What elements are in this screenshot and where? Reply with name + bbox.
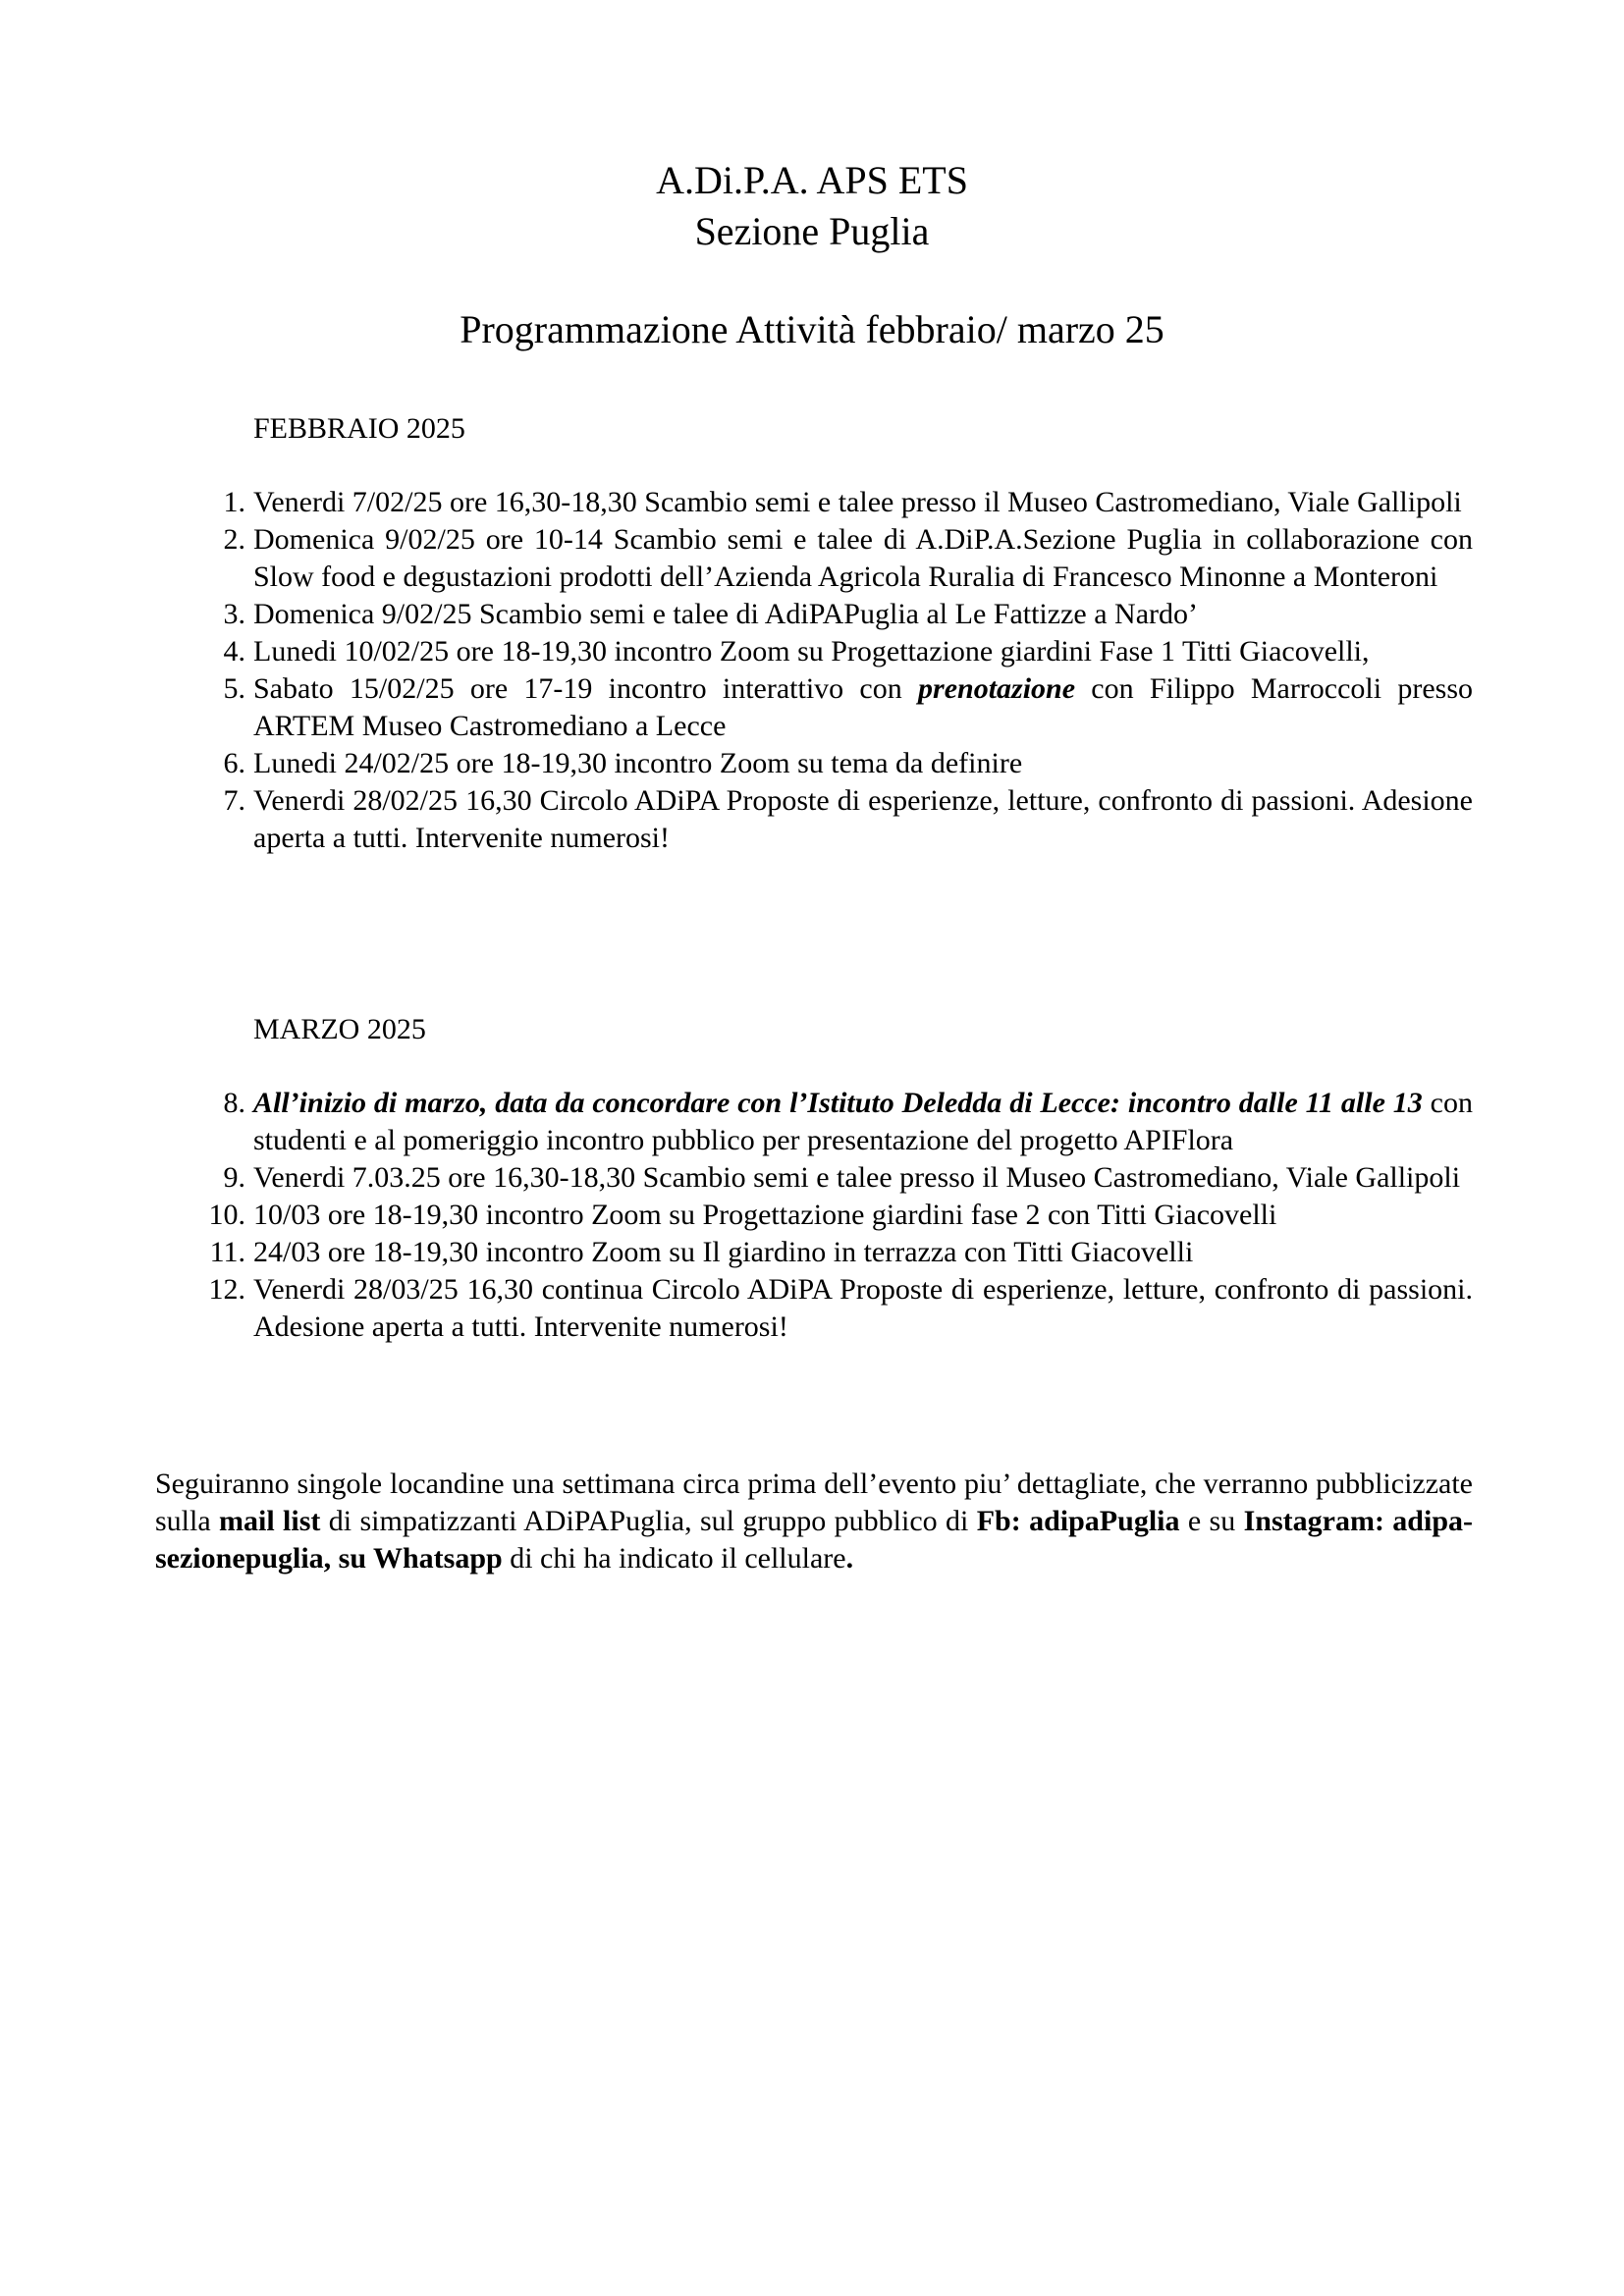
list-item	[209, 1234, 1473, 1271]
item-text-emphasis: prenotazione	[918, 672, 1076, 705]
list-item	[208, 1197, 1473, 1234]
footer-instagram-whatsapp: Instagram: adipa-sezionepuglia, su Whatsapp	[155, 1505, 1473, 1575]
item-text: Lunedi 10/02/25 ore 18-19,30 incontro Zoom su Progettazione giardini Fase 1 Titti Giacovelli,	[253, 635, 1370, 667]
list-item	[223, 1159, 1473, 1197]
item-text: 24/03 ore 18-19,30 incontro Zoom su Il giardino in terrazza con Titti Giacovelli	[253, 1236, 1194, 1268]
item-number: 4.	[223, 635, 245, 667]
list-item	[223, 782, 1473, 857]
section-name: Sezione Puglia	[694, 209, 930, 253]
item-number: 7.	[223, 784, 245, 817]
item-text: 10/03 ore 18-19,30 incontro Zoom su Progettazione giardini fase 2 con Titti Giacovelli	[253, 1199, 1277, 1231]
item-number: 8.	[223, 1087, 245, 1119]
item-number: 10.	[208, 1199, 245, 1231]
item-text-post: con studenti e al pomeriggio incontro pubblico per presentazione del progetto APIFlora	[253, 1087, 1473, 1156]
footer-text: e su	[1179, 1505, 1244, 1537]
footer-facebook: Fb: adipaPuglia	[976, 1505, 1180, 1537]
item-number: 11.	[209, 1236, 245, 1268]
item-number: 9.	[223, 1161, 245, 1194]
march-heading: MARZO 2025	[253, 1013, 426, 1045]
item-text: Lunedi 24/02/25 ore 18-19,30 incontro Zoom su tema da definire	[253, 747, 1023, 779]
footer-text: di chi ha indicato il cellulare	[502, 1542, 846, 1575]
list-item	[223, 745, 1473, 782]
march-event-list	[208, 1085, 1473, 1346]
org-name: A.Di.P.A. APS ETS	[656, 158, 968, 202]
item-text: Domenica 9/02/25 ore 10-14 Scambio semi e talee di A.DiP.A.Sezione Puglia in collaborazione con Slow food e degustazioni prodotti dell’Azienda Agricola Ruralia di Francesco Minonne a Monteroni	[253, 523, 1473, 593]
item-text-post: con Filippo Marroccoli presso ARTEM Museo Castromediano a Lecce	[253, 672, 1474, 742]
item-number: 5.	[223, 672, 245, 705]
list-item	[223, 1085, 1473, 1159]
list-item	[208, 1271, 1473, 1346]
footer-period: .	[845, 1542, 854, 1575]
item-number: 12.	[208, 1273, 245, 1306]
list-item	[223, 521, 1473, 596]
item-text: Venerdi 7.03.25 ore 16,30-18,30 Scambio semi e talee presso il Museo Castromediano, Viale Gallipoli	[253, 1161, 1461, 1194]
february-heading: FEBBRAIO 2025	[253, 412, 465, 445]
item-text-pre: Sabato 15/02/25 ore 17-19 incontro interattivo con	[253, 672, 919, 705]
list-item	[223, 484, 1473, 521]
item-number: 3.	[223, 598, 245, 630]
february-event-list	[223, 484, 1474, 857]
item-text: Venerdi 7/02/25 ore 16,30-18,30 Scambio semi e talee presso il Museo Castromediano, Viale Gallipoli	[253, 486, 1462, 518]
item-number: 2.	[223, 523, 245, 556]
item-number: 1.	[223, 486, 245, 518]
item-text: Domenica 9/02/25 Scambio semi e talee di AdiPAPuglia al Le Fattizze a Nardo’	[253, 598, 1198, 630]
footer-text: Seguiranno singole locandine una settimana circa prima dell’evento piu’ dettagliate, che verranno pubblicizzate sulla	[155, 1468, 1473, 1537]
item-text-emphasis: All’inizio di marzo, data da concordare con l’Istituto Deledda di Lecce: incontro dalle 11 alle 13	[253, 1087, 1423, 1119]
document-header	[0, 155, 1624, 257]
footer-text: di simpatizzanti ADiPAPuglia, sul gruppo pubblico di	[320, 1505, 977, 1537]
list-item	[223, 596, 1473, 633]
item-text: Venerdi 28/02/25 16,30 Circolo ADiPA Proposte di esperienze, letture, confronto di passioni. Adesione aperta a tutti. Intervenite numerosi!	[253, 784, 1473, 854]
footer-note	[155, 1466, 1473, 1577]
item-number: 6.	[223, 747, 245, 779]
footer-mail-list: mail list	[219, 1505, 321, 1537]
item-text: Venerdi 28/03/25 16,30 continua Circolo ADiPA Proposte di esperienze, letture, confronto di passioni. Adesione aperta a tutti. Intervenite numerosi!	[253, 1273, 1473, 1343]
list-item	[223, 670, 1474, 745]
document-title: Programmazione Attività febbraio/ marzo 25	[460, 307, 1164, 351]
list-item	[223, 633, 1473, 670]
